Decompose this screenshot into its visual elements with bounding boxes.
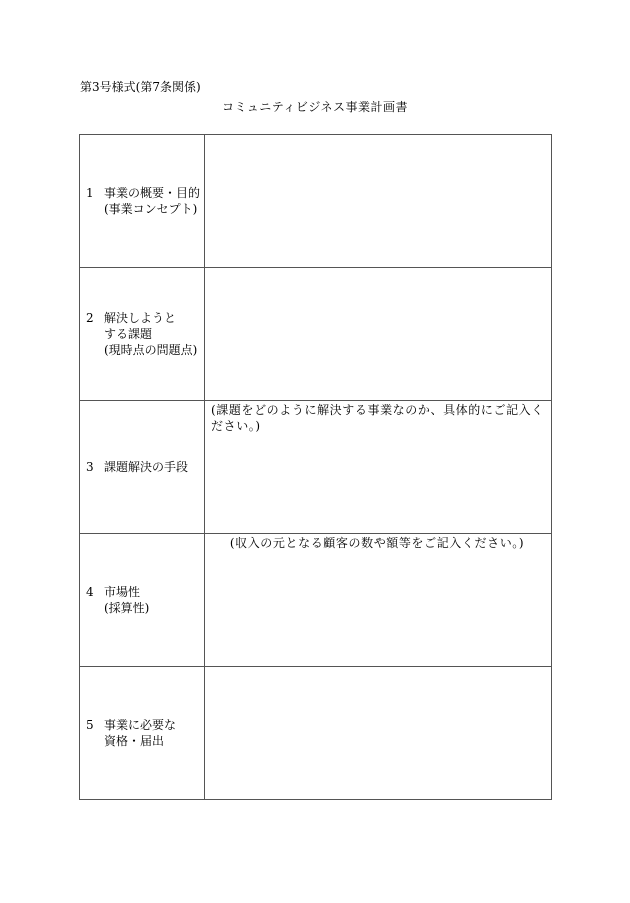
row-number: 3 xyxy=(86,460,94,474)
row-1-label xyxy=(80,135,205,268)
row-4-label xyxy=(80,534,205,667)
label-text: (事業コンセプト) xyxy=(104,202,198,216)
row-number: 4 xyxy=(86,585,94,599)
row-5-entry-field[interactable] xyxy=(205,667,552,800)
row-5-label xyxy=(80,667,205,800)
row-number: 5 xyxy=(86,718,94,732)
label-text: 市場性 xyxy=(104,585,141,599)
row-4-entry-field[interactable] xyxy=(205,534,552,667)
label-text: 事業に必要な xyxy=(104,718,177,732)
label-text: 解決しようと xyxy=(104,311,177,325)
row-4-instruction: (収入の元となる顧客の数や額等をご記入ください。) xyxy=(229,536,525,550)
business-plan-table xyxy=(79,134,552,800)
label-text: する課題 xyxy=(104,327,153,341)
table-row xyxy=(80,534,552,667)
form-number: 第3号様式(第7条関係) xyxy=(80,80,201,94)
row-3-label xyxy=(80,401,205,534)
label-text: 課題解決の手段 xyxy=(104,460,189,474)
table-row xyxy=(80,667,552,800)
label-text: 事業の概要・目的 xyxy=(104,186,201,200)
label-text: 資格・届出 xyxy=(104,734,165,748)
row-1-entry-field[interactable] xyxy=(205,135,552,268)
table-row xyxy=(80,268,552,401)
table-row xyxy=(80,135,552,268)
row-number: 2 xyxy=(86,311,94,325)
row-2-label xyxy=(80,268,205,401)
label-text: (現時点の問題点) xyxy=(104,343,198,357)
document-title: コミュニティビジネス事業計画書 xyxy=(222,100,408,114)
label-text: (採算性) xyxy=(104,601,150,615)
row-3-entry-field[interactable] xyxy=(205,401,552,534)
row-number: 1 xyxy=(86,186,94,200)
table-row xyxy=(80,401,552,534)
row-3-instruction: (課題をどのように解決する事業なのか、具体的にご記入ください。) xyxy=(211,403,544,433)
row-2-entry-field[interactable] xyxy=(205,268,552,401)
